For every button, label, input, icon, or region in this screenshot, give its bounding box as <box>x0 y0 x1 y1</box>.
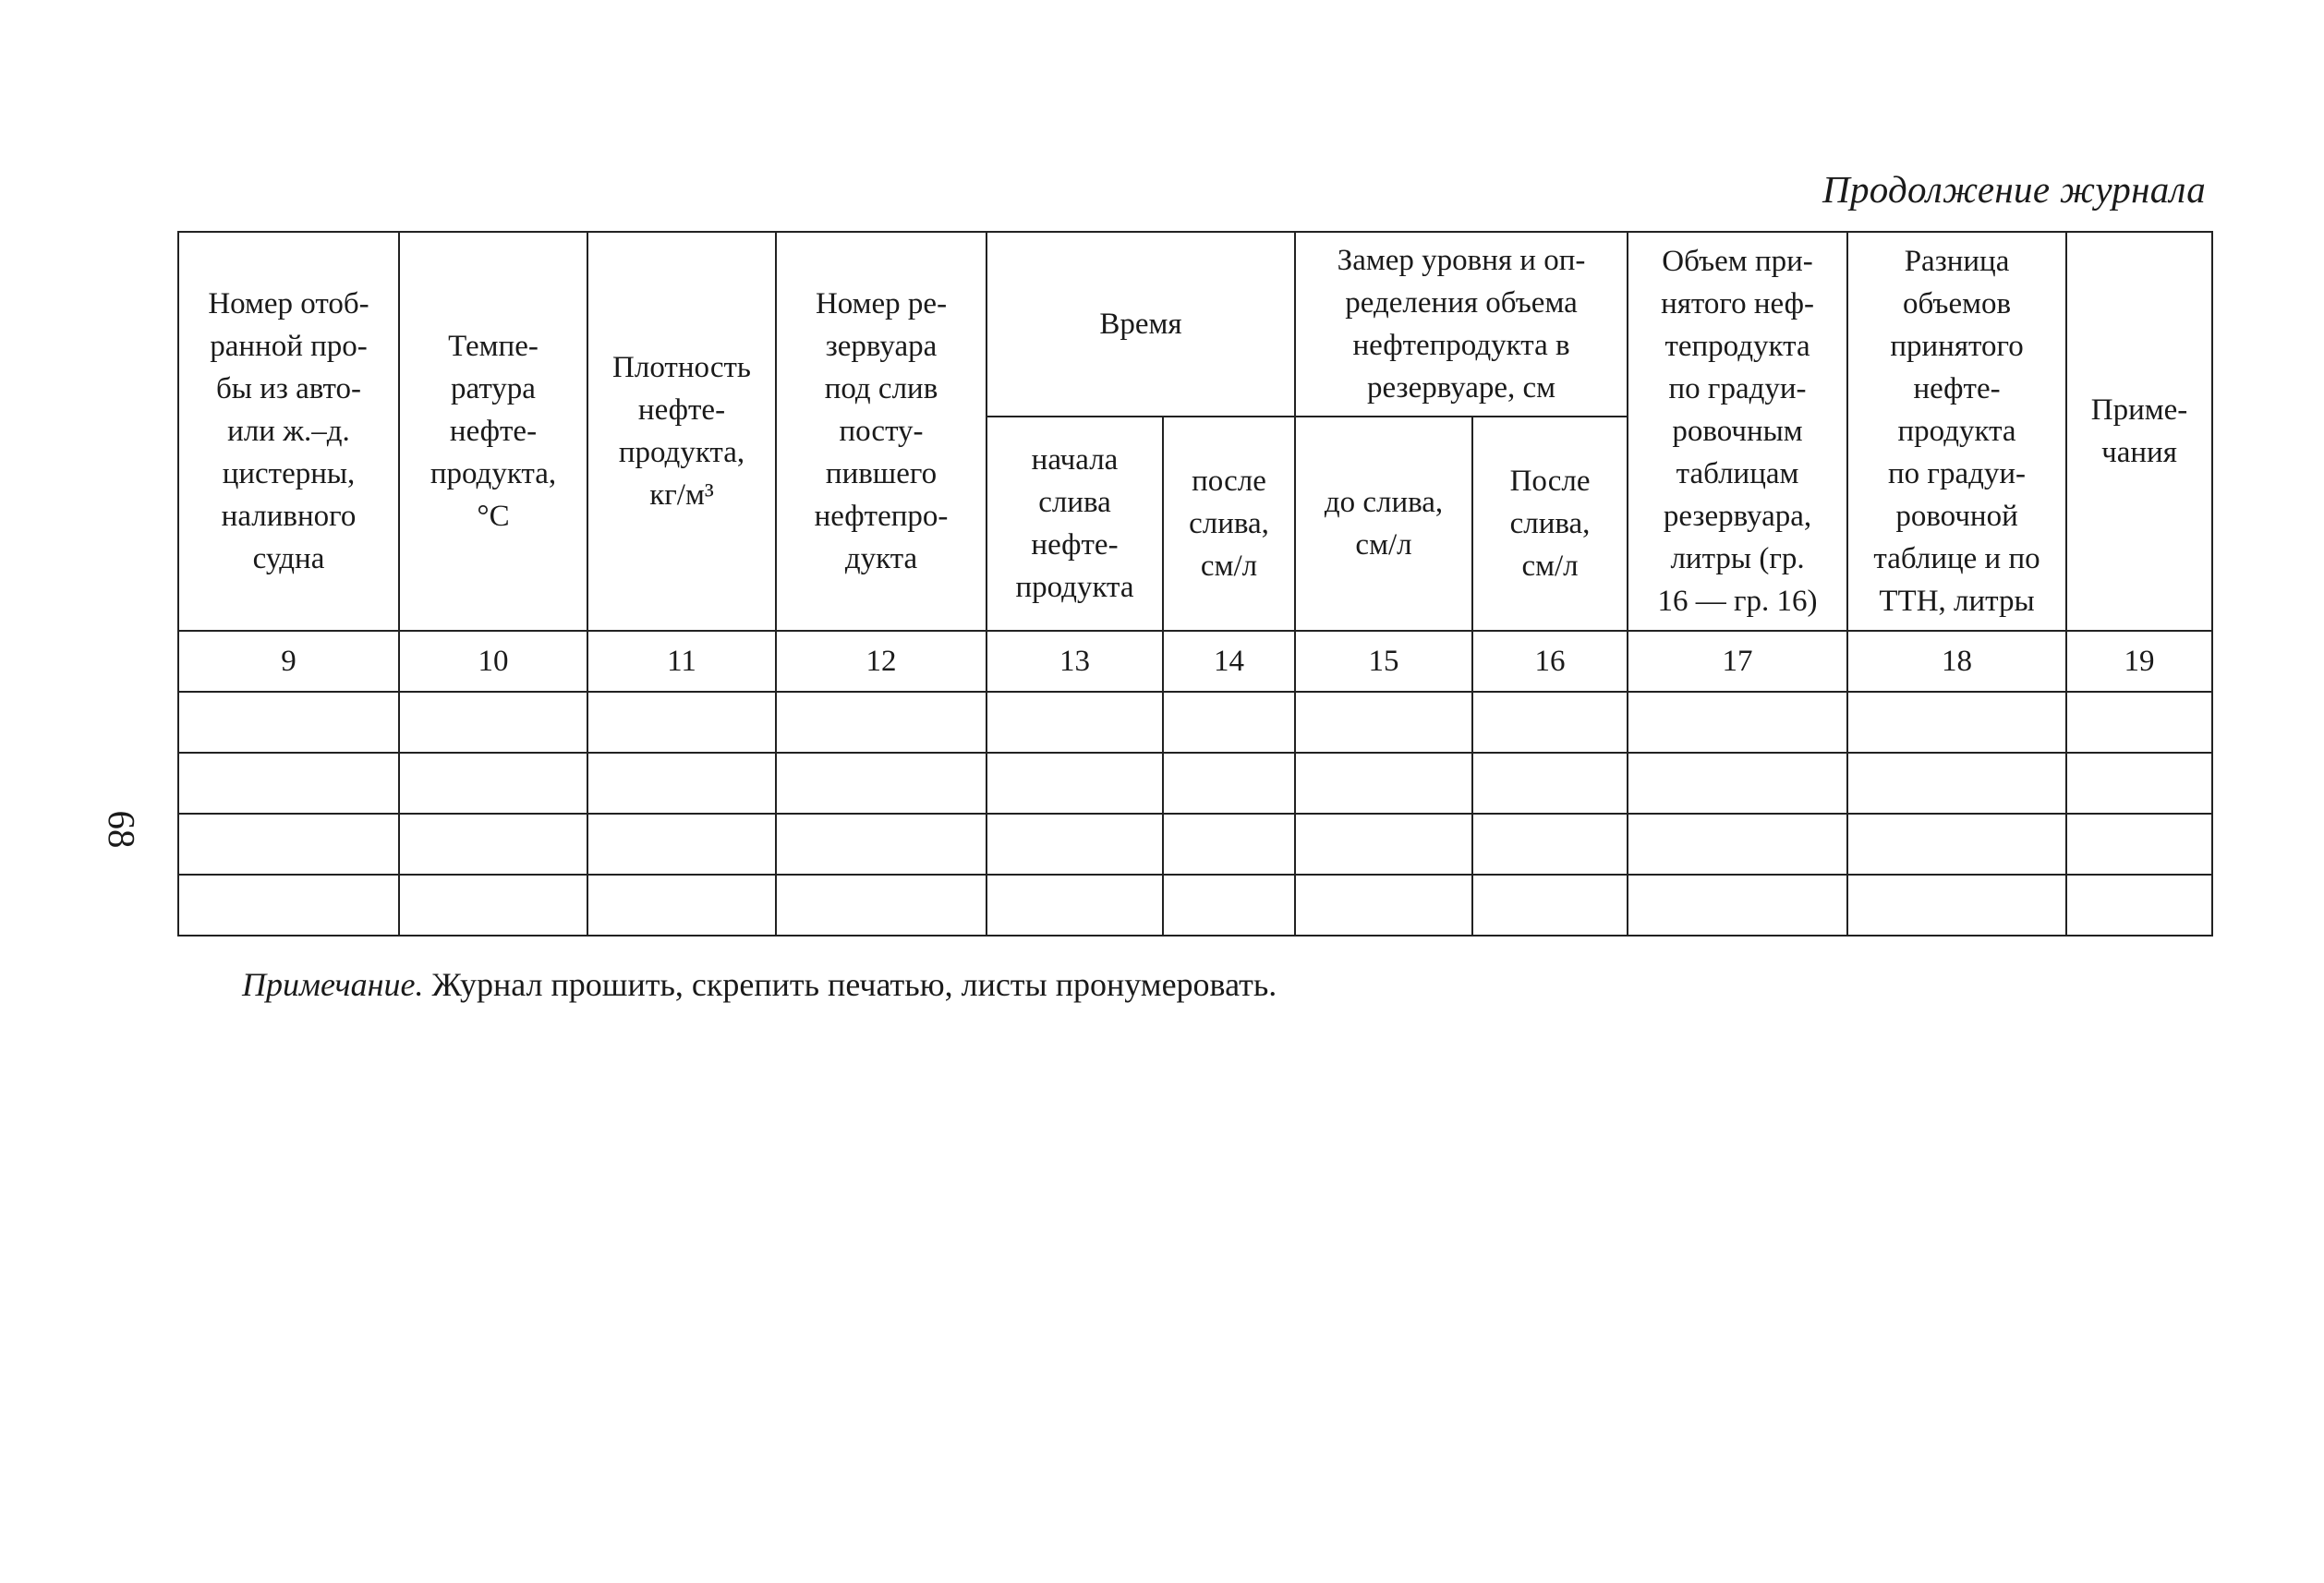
table-cell <box>2066 814 2212 875</box>
column-number: 18 <box>1847 631 2066 692</box>
header-level-measure: Замер уровня и оп- ределения объема нефтепродукта в резервуаре, см <box>1295 232 1628 417</box>
table-cell <box>776 814 986 875</box>
footnote <box>242 962 1277 1007</box>
header-density: Плотность нефте- продукта, кг/м³ <box>587 232 776 631</box>
table-row <box>178 875 2212 936</box>
table-cell <box>1163 753 1295 814</box>
table-cell <box>587 814 776 875</box>
column-number: 11 <box>587 631 776 692</box>
table-cell <box>399 753 587 814</box>
page-number: 68 <box>101 810 143 849</box>
table-cell <box>1295 875 1472 936</box>
table-cell <box>776 875 986 936</box>
table-cell <box>776 753 986 814</box>
table-cell <box>399 692 587 753</box>
table-cell <box>776 692 986 753</box>
table-row <box>178 692 2212 753</box>
column-number: 17 <box>1628 631 1847 692</box>
table-cell <box>2066 753 2212 814</box>
table-cell <box>1163 875 1295 936</box>
table-cell <box>1295 814 1472 875</box>
table-cell <box>1628 753 1847 814</box>
header-received-volume: Объем при- нятого неф- тепродукта по градуи- ровочным таблицам резервуара, литры (гр. 16 — гр. 16) <box>1628 232 1847 631</box>
header-level-after: После слива, см/л <box>1472 417 1628 631</box>
table-cell <box>1628 875 1847 936</box>
header-time-after: после слива, см/л <box>1163 417 1295 631</box>
table-cell <box>1472 753 1628 814</box>
column-number-row <box>178 631 2212 692</box>
column-number: 12 <box>776 631 986 692</box>
column-number: 9 <box>178 631 399 692</box>
table-cell <box>1472 814 1628 875</box>
table-cell <box>986 875 1163 936</box>
table-cell <box>178 814 399 875</box>
column-number: 16 <box>1472 631 1628 692</box>
table-cell <box>2066 692 2212 753</box>
column-number: 13 <box>986 631 1163 692</box>
table-cell <box>1847 814 2066 875</box>
table-row <box>178 753 2212 814</box>
table-cell <box>1163 692 1295 753</box>
header-level-before: до слива, см/л <box>1295 417 1472 631</box>
table-cell <box>178 875 399 936</box>
table-cell <box>1628 814 1847 875</box>
footnote-text: Журнал прошить, скрепить печатью, листы пронумеровать. <box>423 966 1277 1003</box>
table-cell <box>178 753 399 814</box>
header-tank-number: Номер ре- зервуара под слив посту- пившего нефтепро- дукта <box>776 232 986 631</box>
table-cell <box>1295 692 1472 753</box>
footnote-label: Примечание. <box>242 966 424 1003</box>
table-cell <box>587 875 776 936</box>
table-cell <box>2066 875 2212 936</box>
table-cell <box>986 814 1163 875</box>
table-cell <box>1295 753 1472 814</box>
table-cell <box>399 875 587 936</box>
header-volume-difference: Разница объемов принятого нефте- продукта по градуи- ровочной таблице и по ТТН, литры <box>1847 232 2066 631</box>
header-row-top <box>178 232 2212 417</box>
table-row <box>178 814 2212 875</box>
header-sample-number: Номер отоб- ранной про- бы из авто- или ж.–д. цистерны, наливного судна <box>178 232 399 631</box>
column-number: 14 <box>1163 631 1295 692</box>
table-cell <box>178 692 399 753</box>
column-number: 15 <box>1295 631 1472 692</box>
column-number: 10 <box>399 631 587 692</box>
table-cell <box>587 753 776 814</box>
header-remarks: Приме- чания <box>2066 232 2212 631</box>
table-cell <box>399 814 587 875</box>
table-cell <box>986 753 1163 814</box>
table-cell <box>1163 814 1295 875</box>
table-cell <box>1628 692 1847 753</box>
table-cell <box>587 692 776 753</box>
table-cell <box>986 692 1163 753</box>
table-cell <box>1472 692 1628 753</box>
column-number: 19 <box>2066 631 2212 692</box>
table-cell <box>1847 692 2066 753</box>
journal-table <box>177 231 2213 937</box>
header-temperature: Темпе- ратура нефте- продукта, °С <box>399 232 587 631</box>
header-time: Время <box>986 232 1295 417</box>
table-caption: Продолжение журнала <box>1822 168 2206 211</box>
table-cell <box>1847 753 2066 814</box>
table-cell <box>1847 875 2066 936</box>
table-cell <box>1472 875 1628 936</box>
header-time-start: начала слива нефте- продукта <box>986 417 1163 631</box>
